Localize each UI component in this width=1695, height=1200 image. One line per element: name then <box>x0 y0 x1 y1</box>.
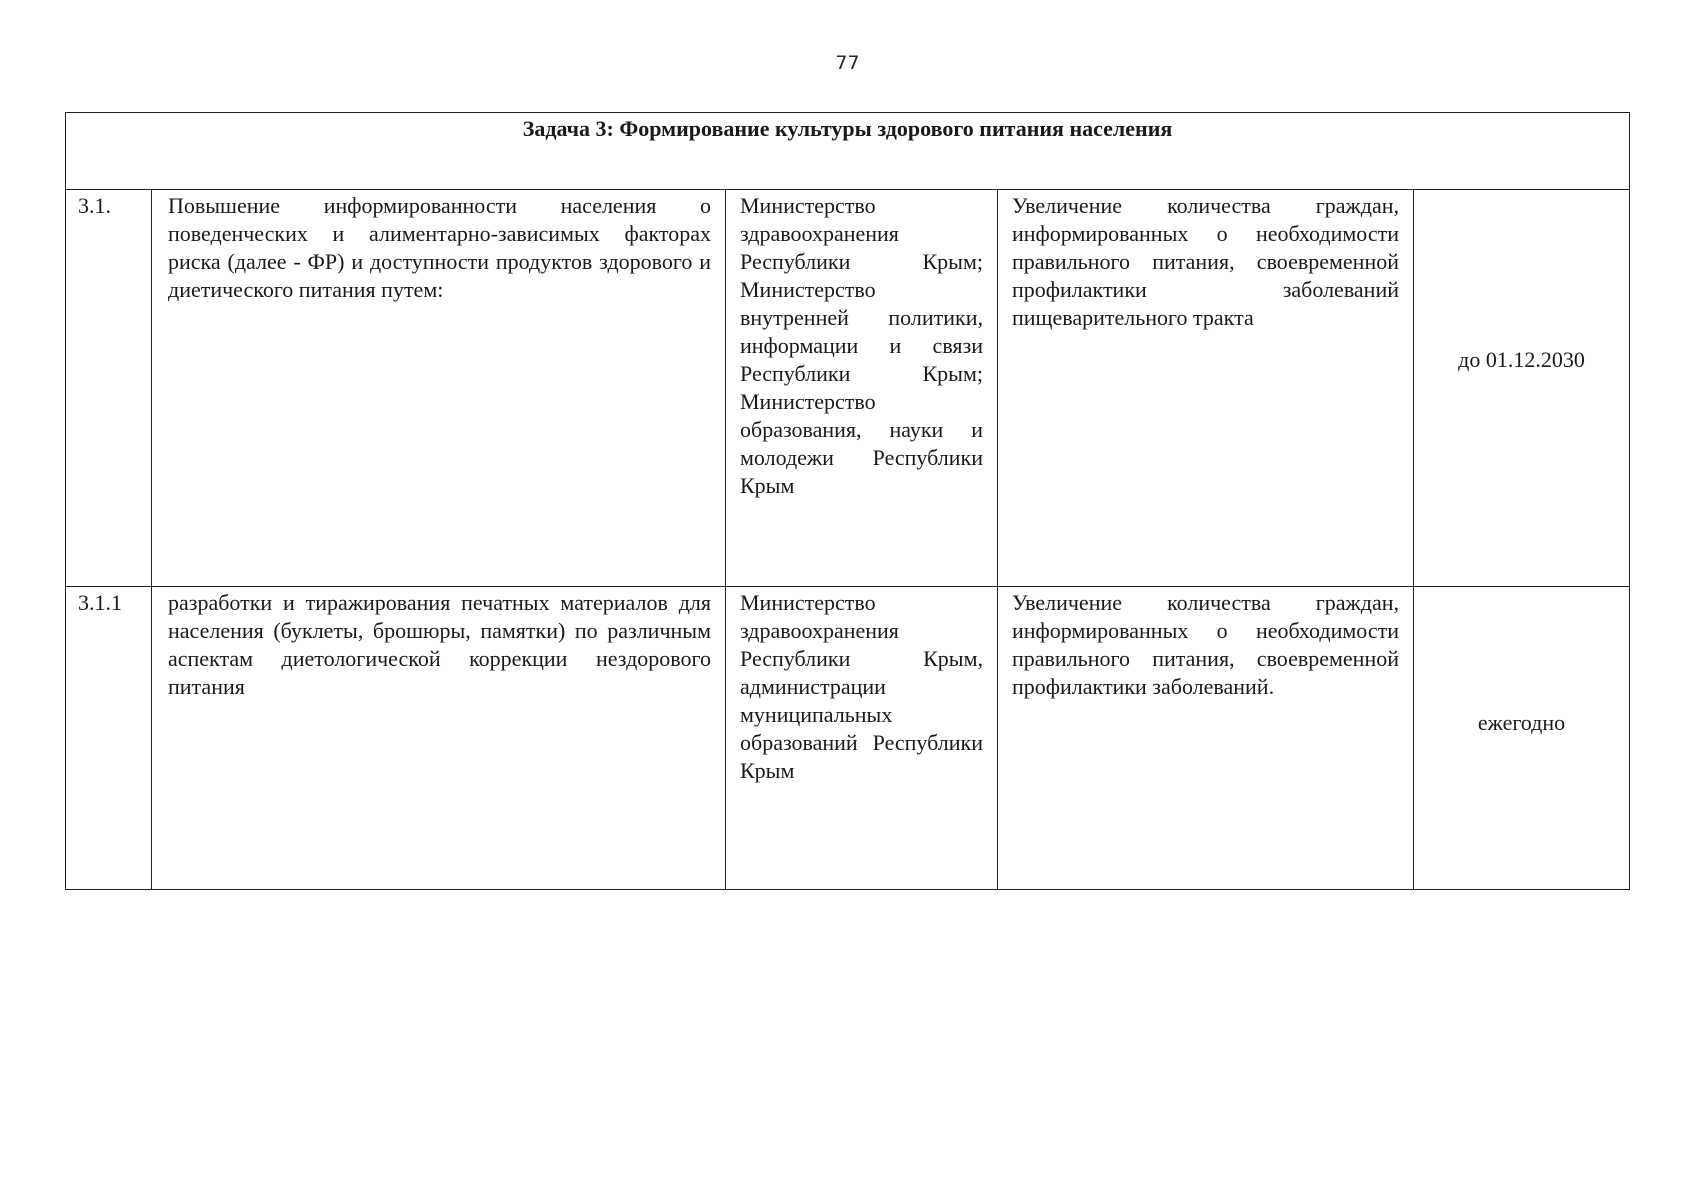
expected-result: Увеличение количества граждан, информированных о необходимости правильного питания, своевременной профилактики заболеваний пищеварительного тракта <box>998 190 1414 587</box>
section-header-row <box>66 113 1630 190</box>
table-row <box>66 587 1630 890</box>
section-header-text: Задача 3: Формирование культуры здорового питания населения <box>522 116 1173 141</box>
deadline-cell <box>1414 190 1630 587</box>
responsible-executors: Министерство здравоохранения Республики Крым; Министерство внутренней политики, информации и связи Республики Крым; Министерство образования, науки и молодежи Республики Крым <box>726 190 998 587</box>
deadline-cell <box>1414 587 1630 890</box>
responsible-executors: Министерство здравоохранения Республики Крым, администрации муниципальных образований Республики Крым <box>726 587 998 890</box>
section-header <box>66 113 1630 190</box>
row-number: 3.1. <box>66 190 152 587</box>
deadline: до 01.12.2030 <box>1458 347 1585 372</box>
measures-table <box>65 112 1630 890</box>
measure-description: Повышение информированности населения о поведенческих и алиментарно-зависимых факторах риска (далее - ФР) и доступности продуктов здорового и диетического питания путем: <box>152 190 726 587</box>
row-number: 3.1.1 <box>66 587 152 890</box>
measure-description: разработки и тиражирования печатных материалов для населения (буклеты, брошюры, памятки) по различным аспектам диетологической коррекции нездорового питания <box>152 587 726 890</box>
deadline: ежегодно <box>1477 710 1566 735</box>
page-number: 77 <box>835 52 860 74</box>
table-row <box>66 190 1630 587</box>
expected-result: Увеличение количества граждан, информированных о необходимости правильного питания, своевременной профилактики заболеваний. <box>998 587 1414 890</box>
